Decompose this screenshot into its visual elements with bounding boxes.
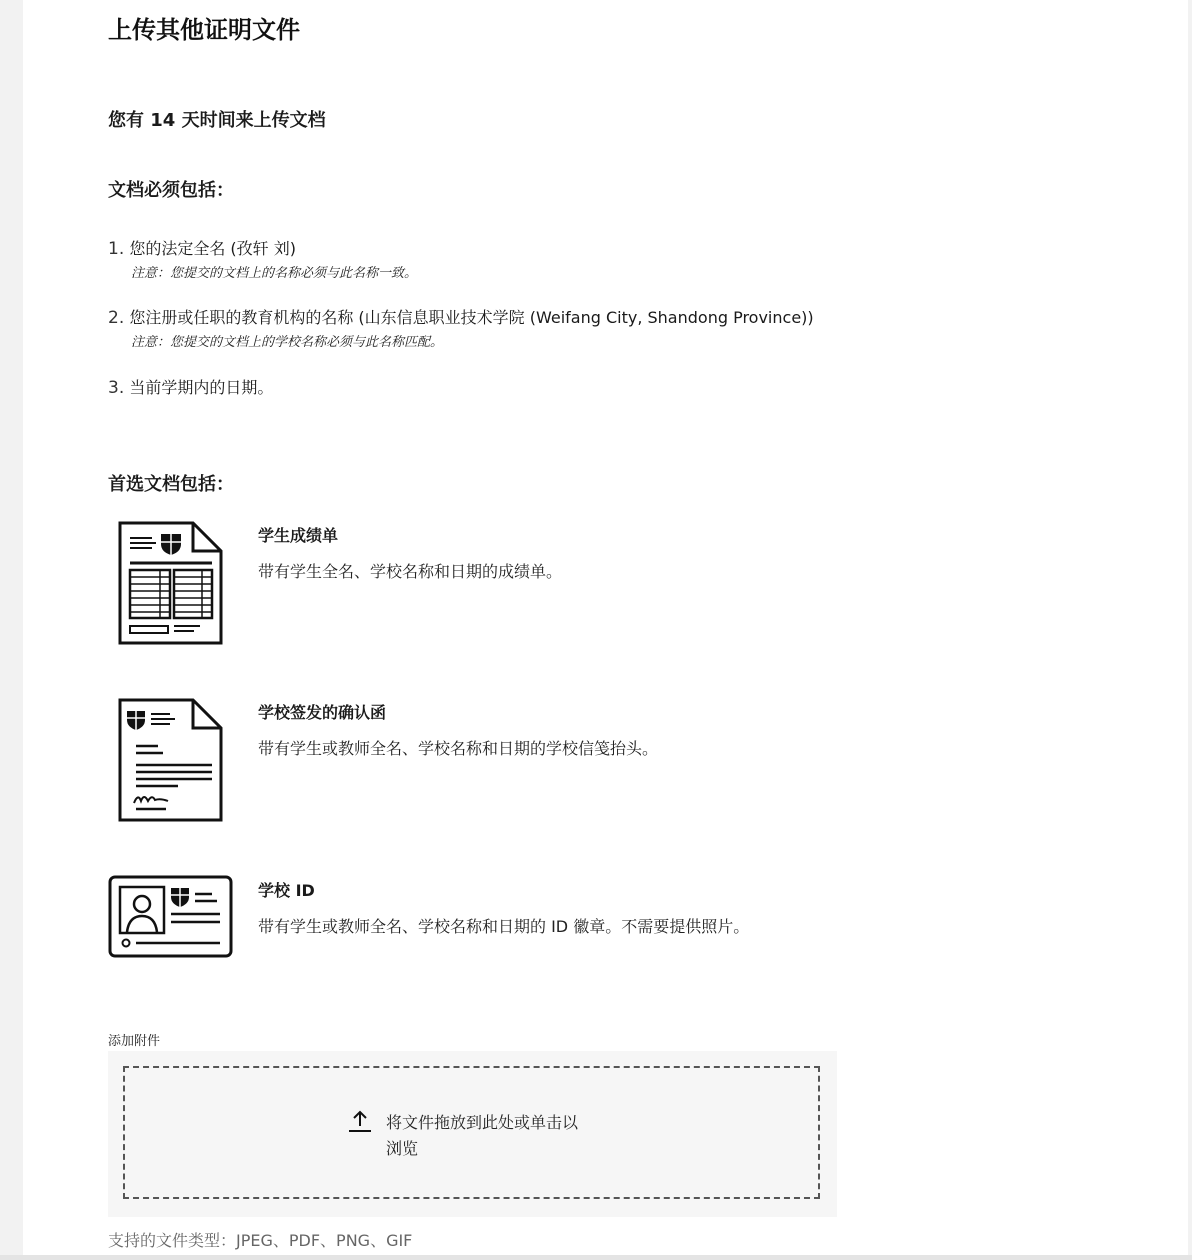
id-card-icon bbox=[108, 874, 234, 960]
bottom-scrollbar bbox=[0, 1255, 1192, 1260]
preferred-heading: 首选文档包括： bbox=[108, 474, 234, 495]
requirement-number: 2. bbox=[108, 308, 125, 328]
document-description: 带有学生或教师全名、学校名称和日期的学校信笺抬头。 bbox=[258, 739, 659, 758]
document-name: 学校签发的确认函 bbox=[258, 703, 387, 722]
dropzone-text bbox=[386, 1110, 616, 1162]
requirement-item bbox=[108, 236, 296, 259]
must-include-heading: 文档必须包括： bbox=[108, 180, 234, 201]
deadline-notice: 您有 14 天时间来上传文档 bbox=[108, 110, 326, 131]
upload-icon bbox=[348, 1110, 372, 1134]
requirement-item bbox=[108, 375, 273, 398]
requirement-item bbox=[108, 305, 814, 328]
requirement-number: 3. bbox=[108, 378, 125, 398]
document-description: 带有学生或教师全名、学校名称和日期的 ID 徽章。不需要提供照片。 bbox=[258, 917, 750, 936]
requirement-note: 注意：您提交的文档上的名称必须与此名称一致。 bbox=[131, 266, 418, 281]
document-name: 学校 ID bbox=[258, 881, 315, 900]
requirement-text: 您注册或任职的教育机构的名称 (山东信息职业技术学院 (Weifang City, Shandong Province)) bbox=[129, 308, 814, 327]
requirement-note: 注意：您提交的文档上的学校名称必须与此名称匹配。 bbox=[131, 335, 444, 350]
file-dropzone[interactable] bbox=[123, 1066, 820, 1199]
page-title: 上传其他证明文件 bbox=[108, 16, 300, 44]
requirement-text: 您的法定全名 (孜轩 刘) bbox=[129, 239, 296, 258]
main-content bbox=[23, 0, 1188, 1255]
transcript-icon bbox=[108, 520, 224, 646]
supported-file-types: 支持的文件类型：JPEG、PDF、PNG、GIF bbox=[108, 1231, 413, 1250]
letter-icon bbox=[108, 697, 224, 823]
document-description: 带有学生全名、学校名称和日期的成绩单。 bbox=[258, 562, 563, 581]
attachment-label: 添加附件 bbox=[108, 1034, 161, 1049]
browse-link[interactable]: 浏览 bbox=[386, 1139, 419, 1158]
document-name: 学生成绩单 bbox=[258, 526, 339, 545]
requirement-text: 当前学期内的日期。 bbox=[129, 378, 274, 397]
dropzone-text-line: 将文件拖放到此处或单击以 bbox=[386, 1113, 579, 1132]
requirement-number: 1. bbox=[108, 239, 125, 259]
dropzone-container bbox=[108, 1051, 837, 1217]
